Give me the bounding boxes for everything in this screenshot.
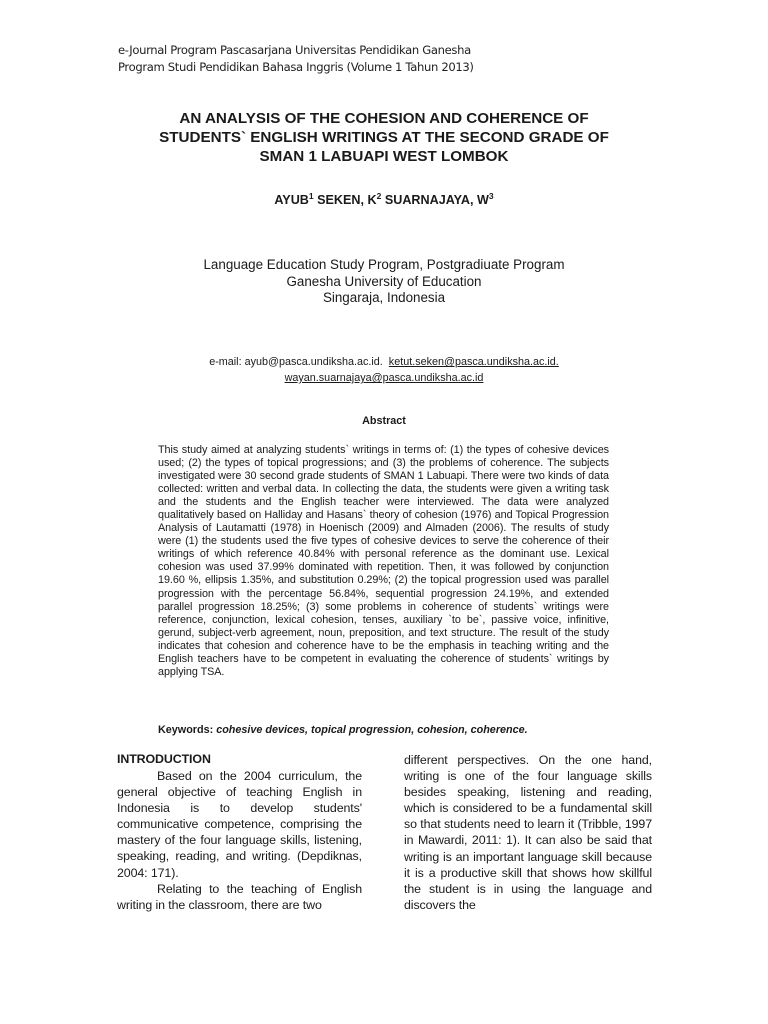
affiliation-line2: Ganesha University of Education <box>286 273 482 289</box>
author-superscript: 3 <box>488 191 494 201</box>
journal-header-line2: Program Studi Pendidikan Bahasa Inggris (Volume 1 Tahun 2013) <box>118 60 474 74</box>
paper-title <box>80 109 688 166</box>
email-link-seken[interactable]: ketut.seken@pasca.undiksha.ac.id. <box>388 356 559 368</box>
keywords <box>158 724 638 736</box>
author-superscript: 1 <box>308 191 314 201</box>
keywords-label: Keywords: <box>158 724 217 736</box>
email-link-suarnajaya[interactable]: wayan.suarnajaya@pasca.undiksha.ac.id <box>284 372 484 384</box>
email-prefix: e-mail: ayub@pasca.undiksha.ac.id. <box>209 356 389 368</box>
paper-title-line1: AN ANALYSIS OF THE COHESION AND COHERENCE OF <box>179 110 589 127</box>
email-block <box>80 354 688 386</box>
journal-header <box>118 42 474 76</box>
affiliation <box>80 257 688 307</box>
body-paragraph: Relating to the teaching of English writing in the classroom, there are two <box>117 881 362 912</box>
body-paragraph: different perspectives. On the one hand, writing is one of the four language skills besides speaking, listening and reading, which is considered to be a fundamental skill so that students need to learn it (Tribble, 1997 in Mawardi, 2011: 1). It can also be said that writing is an important language skill because it is a productive skill that shows how skillful the student is in using the language and discovers the <box>404 753 652 912</box>
affiliation-line1: Language Education Study Program, Postgradiuate Program <box>203 257 565 272</box>
keywords-value: cohesive devices, topical progression, cohesion, coherence. <box>216 724 528 736</box>
author-name: SEKEN, K <box>313 193 377 207</box>
affiliation-line3: Singaraja, Indonesia <box>322 290 446 305</box>
abstract-text: This study aimed at analyzing students` writings in terms of: (1) the types of cohesive devices used; (2) the types of topical progressions; and (3) the problems of coherence. The subjects investigated were 30 second grade students of SMAN 1 Labuapi. There were two kinds of data collected: written and verbal data. In collecting the data, the students were given a writing task and the students and the English teacher were interviewed. The data were analyzed qualitatively based on Halliday and Hasans` theory of cohesion (1976) and Topical Progression Analysis of Lautamatti (1978) in Hoenisch (2009) and Almaden (2006). The results of study were (1) the students used the five types of cohesive devices to serve the coherence of their writings of which reference 40.84% with personal reference as the dominant use. Lexical cohesion was used 37.99% dominated with repetition. Then, it was followed by conjunction 19.60 %, ellipsis 1.35%, and substitution 0.29%; (2) the topical progression used was parallel progression with the percentage 56.84%, sequential progression 24.19%, and extended parallel progression 18.25%; (3) some problems in coherence of students` writings were reference, conjunction, lexical cohesion, tenses, auxiliary `to be`, passive voice, infinitive, gerund, subject-verb agreement, noun, preposition, and text structure. The result of the study indicates that cohesion and coherence have to be the emphasis in teaching writing and the English teachers have to be competent in evaluating the coherence of students` writings by applying TSA. <box>158 444 609 678</box>
body-paragraph: Based on the 2004 curriculum, the general objective of teaching English in Indonesia is to develop students' communicative competence, comprising the mastery of the four language skills, listening, speaking, reading, and writing. (Depdiknas, 2004: 171). <box>117 769 362 880</box>
author-list <box>80 193 688 207</box>
paper-title-line3: SMAN 1 LABUAPI WEST LOMBOK <box>259 148 509 165</box>
author-name: SUARNAJAYA, W <box>381 193 489 207</box>
body-column-right <box>404 752 652 913</box>
section-heading-introduction: INTRODUCTION <box>117 752 211 766</box>
paper-title-line2: STUDENTS` ENGLISH WRITINGS AT THE SECOND GRADE OF <box>159 129 609 146</box>
journal-header-line1: e-Journal Program Pascasarjana Universitas Pendidikan Ganesha <box>118 43 471 57</box>
author-name: AYUB <box>274 193 309 207</box>
abstract-heading: Abstract <box>362 415 406 427</box>
body-column-left <box>117 751 362 913</box>
author-superscript: 2 <box>376 191 382 201</box>
